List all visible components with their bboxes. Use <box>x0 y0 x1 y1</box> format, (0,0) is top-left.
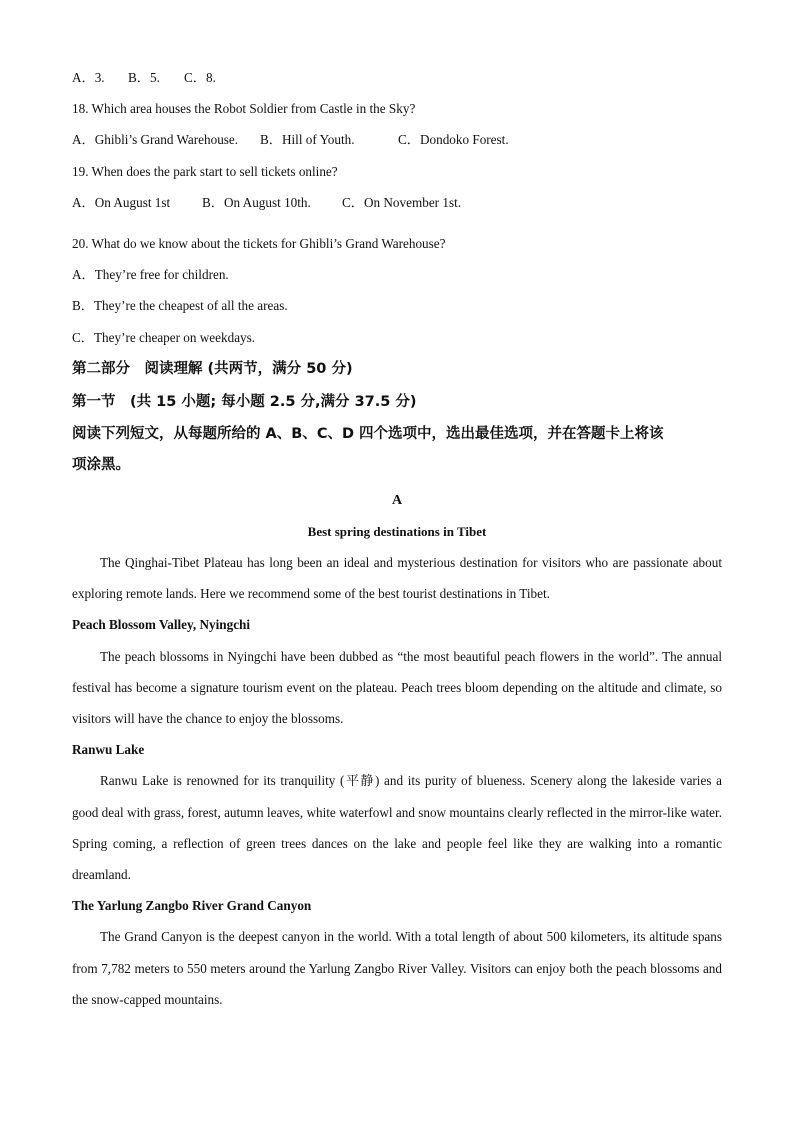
section1-heading: 第一节 (共 15 小题; 每小题 2.5 分,满分 37.5 分) <box>72 393 417 410</box>
passage-intro-text: The Qinghai-Tibet Plateau has long been an ideal and mysterious destination for visitors who are passionate about exploring remote lands. Here we recommend some of the best tourist destinations in Tibet. <box>72 555 722 602</box>
q20-stem: 20. What do we know about the tickets for Ghibli’s Grand Warehouse? <box>72 235 446 251</box>
exam-page <box>72 62 722 1015</box>
q17-option-c: C．8. <box>184 70 216 85</box>
q20-option-b: B．They’re the cheapest of all the areas. <box>72 298 288 314</box>
section-heading-peach-valley: Peach Blossom Valley, Nyingchi <box>72 617 251 633</box>
q18-options <box>72 124 722 155</box>
section-text: The peach blossoms in Nyingchi have been dubbed as “the most beautiful peach flowers in the world”. The annual festival has become a signature tourism event on the plateau. Peach trees bloom depending on the altitude and climate, so visitors will have the chance to enjoy the blossoms. <box>72 648 722 727</box>
passage-title: Best spring destinations in Tibet <box>307 523 487 539</box>
q18-stem: 18. Which area houses the Robot Soldier from Castle in the Sky? <box>72 101 416 117</box>
q18-option-c: C．Dondoko Forest. <box>398 132 509 148</box>
passage-intro <box>72 547 722 609</box>
q19-options <box>72 187 722 218</box>
section-text-grand-canyon <box>72 921 722 1015</box>
section-text-peach-valley <box>72 641 722 735</box>
passage-letter: A <box>391 492 403 508</box>
section-text-ranwu-lake <box>72 765 722 890</box>
q17-option-a: A．3. <box>72 70 105 85</box>
section-text: The Grand Canyon is the deepest canyon in the world. With a total length of about 500 kilometers, its altitude spans from 7,782 meters to 550 meters around the Yarlung Zangbo River Valley. Visitors can enjoy both the peach blossoms and the snow-capped mountains. <box>72 929 722 1007</box>
section-text: Ranwu Lake is renowned for its tranquility (平静) and its purity of blueness. Scenery along the lakeside varies a good deal with grass, forest, autumn leaves, white waterfowl and snow mountains clearly reflected in the mirror-like water. Spring coming, a reflection of green trees dances on the lake and people feel like they are walking into a romantic dreamland. <box>72 773 722 883</box>
q20-option-c: C．They’re cheaper on weekdays. <box>72 329 256 345</box>
q18-option-b: B．Hill of Youth. <box>260 132 355 148</box>
instruction-line-1: 阅读下列短文，从每题所给的 A、B、C、D 四个选项中，选出最佳选项，并在答题卡上将该 <box>72 425 664 442</box>
q17-option-b: B．5. <box>128 70 160 85</box>
instruction-line-2: 项涂黑。 <box>72 456 130 473</box>
section-heading-ranwu-lake: Ranwu Lake <box>72 742 145 758</box>
q17-options <box>72 62 722 93</box>
q18-option-a: A．Ghibli’s Grand Warehouse. <box>72 132 239 148</box>
q19-stem: 19. When does the park start to sell tickets online? <box>72 163 338 179</box>
section-heading-grand-canyon: The Yarlung Zangbo River Grand Canyon <box>72 898 312 914</box>
q20-option-a: A．They’re free for children. <box>72 267 229 283</box>
q19-option-a: A．On August 1st <box>72 194 171 210</box>
part2-heading: 第二部分 阅读理解 (共两节，满分 50 分) <box>72 360 353 377</box>
q19-option-c: C．On November 1st. <box>342 194 462 210</box>
q19-option-b: B．On August 10th. <box>202 194 311 210</box>
